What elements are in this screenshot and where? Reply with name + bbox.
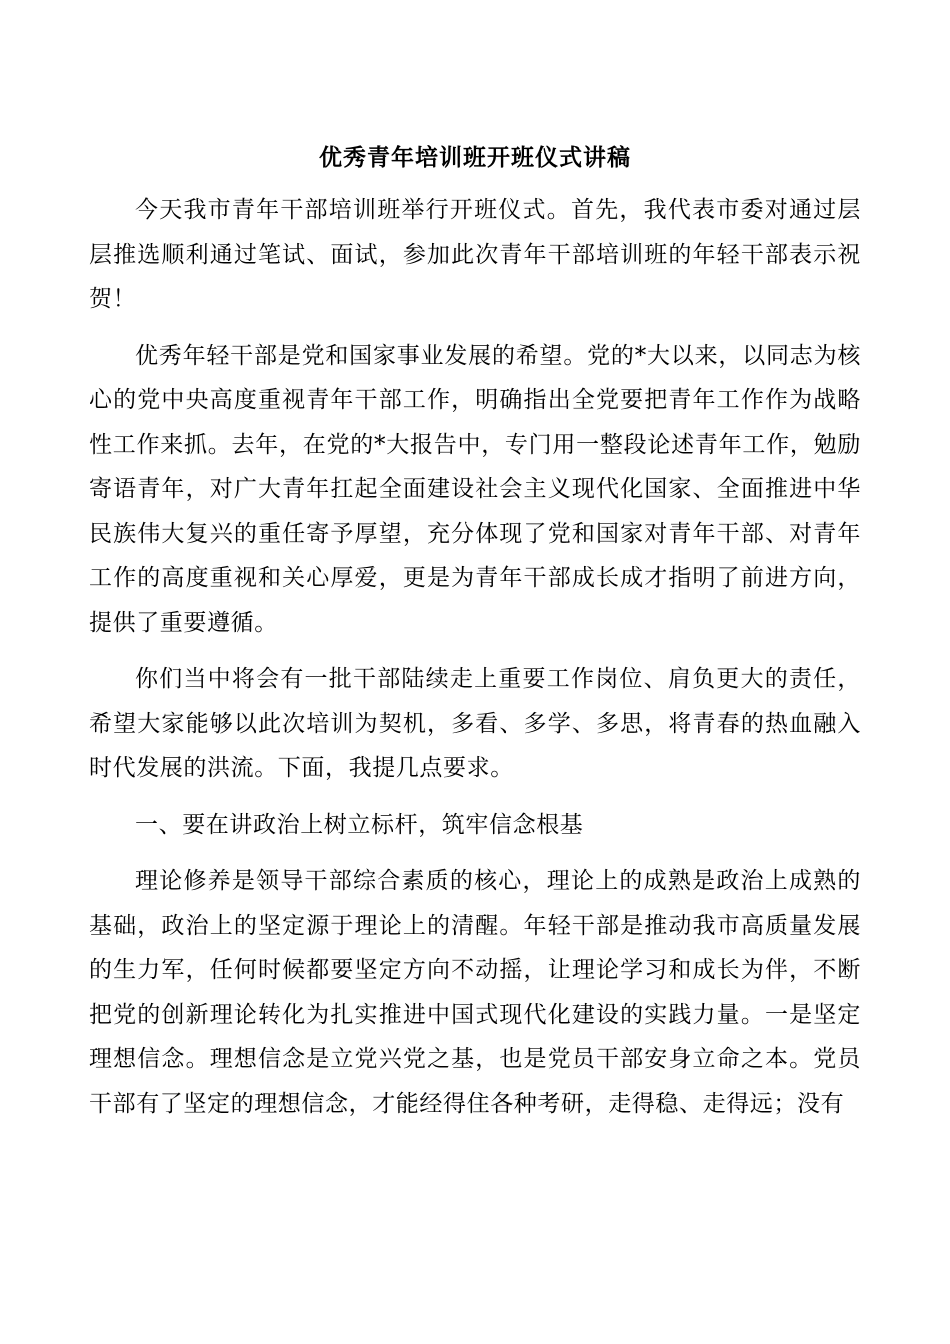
paragraph-theory: 理论修养是领导干部综合素质的核心，理论上的成熟是政治上成熟的基础，政治上的坚定源于理论上的清醒。年轻干部是推动我市高质量发展的生力军，任何时候都要坚定方向不动摇，让理论学习和成长为伴，不断把党的创新理论转化为扎实推进中国式现代化建设的实践力量。一是坚定理想信念。理想信念是立党兴党之基，也是党员干部安身立命之本。党员干部有了坚定的理想信念，才能经得住各种考研，走得稳、走得远；没有: [89, 868, 861, 1117]
paragraph-young-cadres: 优秀年轻干部是党和国家事业发展的希望。党的*大以来，以同志为核心的党中央高度重视青年干部工作，明确指出全党要把青年工作作为战略性工作来抓。去年，在党的*大报告中，专门用一整段论述青年工作，勉励寄语青年，对广大青年扛起全面建设社会主义现代化国家、全面推进中华民族伟大复兴的重任寄予厚望，充分体现了党和国家对青年干部、对青年工作的高度重视和关心厚爱，更是为青年干部成长成才指明了前进方向，提供了重要遵循。: [89, 342, 861, 636]
document-body: [89, 188, 861, 1126]
paragraph-opening: 今天我市青年干部培训班举行开班仪式。首先，我代表市委对通过层层推选顺利通过笔试、面试，参加此次青年干部培训班的年轻干部表示祝贺！: [89, 197, 861, 312]
paragraph-expectations: 你们当中将会有一批干部陆续走上重要工作岗位、肩负更大的责任，希望大家能够以此次培训为契机，多看、多学、多思，将青春的热血融入时代发展的洪流。下面，我提几点要求。: [89, 666, 861, 781]
section-heading-1: 一、要在讲政治上树立标杆，筑牢信念根基: [135, 811, 584, 838]
document-title: 优秀青年培训班开班仪式讲稿: [319, 144, 631, 171]
